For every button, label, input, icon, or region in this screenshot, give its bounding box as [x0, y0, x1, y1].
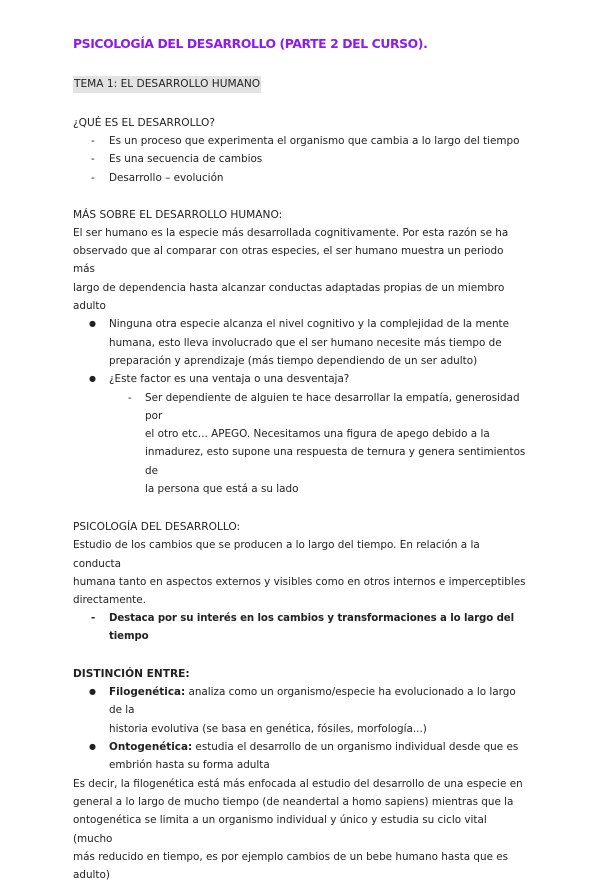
sub-line: inmadurez, esto supone una respuesta de ternura y genera sentimientos de [145, 446, 526, 477]
list-item [73, 315, 527, 370]
list-item-phylogenetic [73, 683, 527, 738]
developmental-psychology-paragraph [73, 536, 527, 609]
paragraph-line: observado que al comparar con otras especies, el ser humano muestra un periodo más [73, 245, 504, 276]
list-item: - Desarrollo – evolución [73, 169, 527, 187]
distinction-bullets [73, 683, 527, 774]
bullet-line: Ninguna otra especie alcanza el nivel cognitivo y la complejidad de la mente [109, 318, 510, 331]
sub-line: el otro etc... APEGO. Necesitamos una figura de apego debido a la [145, 428, 490, 441]
list-item: ● ¿Este factor es una ventaja o una desventaja? [73, 370, 527, 388]
sub-line: Ser dependiente de alguien te hace desarrollar la empatía, generosidad por [145, 391, 520, 422]
phylogenetic-term: Filogenética: [109, 686, 186, 699]
paragraph-line: humana tanto en aspectos externos y visibles como en otros internos e imperceptibles [73, 575, 526, 588]
bullet-line: analiza como un organismo/especie ha evolucionado a lo largo de la [109, 686, 516, 717]
distinction-heading: DISTINCIÓN ENTRE: [73, 668, 190, 681]
paragraph-line: largo de dependencia hasta alcanzar conductas adaptadas propias de un miembro adulto [73, 281, 505, 313]
bullet-line: estudia el desarrollo de un organismo individual desde que es [192, 741, 519, 754]
human-development-bullets [73, 315, 527, 388]
topic-heading: TEMA 1: EL DESARROLLO HUMANO [73, 76, 261, 93]
distinction-paragraph [73, 775, 527, 884]
bullet-line: preparación y aprendizaje (más tiempo dependiendo de un ser adulto) [109, 354, 478, 367]
document-title: PSICOLOGÍA DEL DESARROLLO (PARTE 2 DEL CURSO). [73, 36, 428, 51]
paragraph-line: general a lo largo de mucho tiempo (de neandertal a homo sapiens) mientras que la [73, 795, 514, 808]
paragraph-line: ontogenética se limita a un organismo individual y único y estudia su ciclo vital (mucho [73, 814, 487, 845]
emphasis-item: - Destaca por su interés en los cambios y transformaciones a lo largo del tiempo [73, 610, 527, 647]
human-development-paragraph [73, 224, 527, 315]
paragraph-line: directamente. [73, 594, 146, 607]
bullet-line: embrión hasta su forma adulta [109, 759, 270, 772]
developmental-psychology-heading: PSICOLOGÍA DEL DESARROLLO: [73, 521, 241, 534]
paragraph-line: más reducido en tiempo, es por ejemplo cambios de un bebe humano hasta que es adulto) [73, 850, 509, 882]
paragraph-line: Estudio de los cambios que se producen a lo largo del tiempo. En relación a la conducta [73, 539, 480, 570]
list-item: - Es un proceso que experimenta el organismo que cambia a lo largo del tiempo [73, 132, 527, 150]
bullet-line: humana, esto lleva involucrado que el ser humano necesite más tiempo de [109, 336, 502, 349]
emphasis-list [73, 610, 527, 647]
list-item [73, 389, 527, 499]
paragraph-line: Es decir, la filogenética está más enfocada al estudio del desarrollo de una especie en [73, 777, 523, 790]
paragraph-line: El ser humano es la especie más desarrollada cognitivamente. Por esta razón se ha [73, 226, 509, 239]
development-definition-list [73, 132, 527, 187]
ontogenetic-term: Ontogenética: [109, 741, 193, 754]
list-item-ontogenetic [73, 738, 527, 775]
more-on-human-development-heading: MÁS SOBRE EL DESARROLLO HUMANO: [73, 208, 283, 221]
sub-line: la persona que está a su lado [145, 483, 299, 496]
attachment-sublist [73, 389, 527, 499]
what-is-development-heading: ¿QUÉ ES EL DESARROLLO? [73, 117, 215, 129]
bullet-line: historia evolutiva (se basa en genética, fósiles, morfología...) [109, 722, 427, 735]
list-item: - Es una secuencia de cambios [73, 150, 527, 168]
